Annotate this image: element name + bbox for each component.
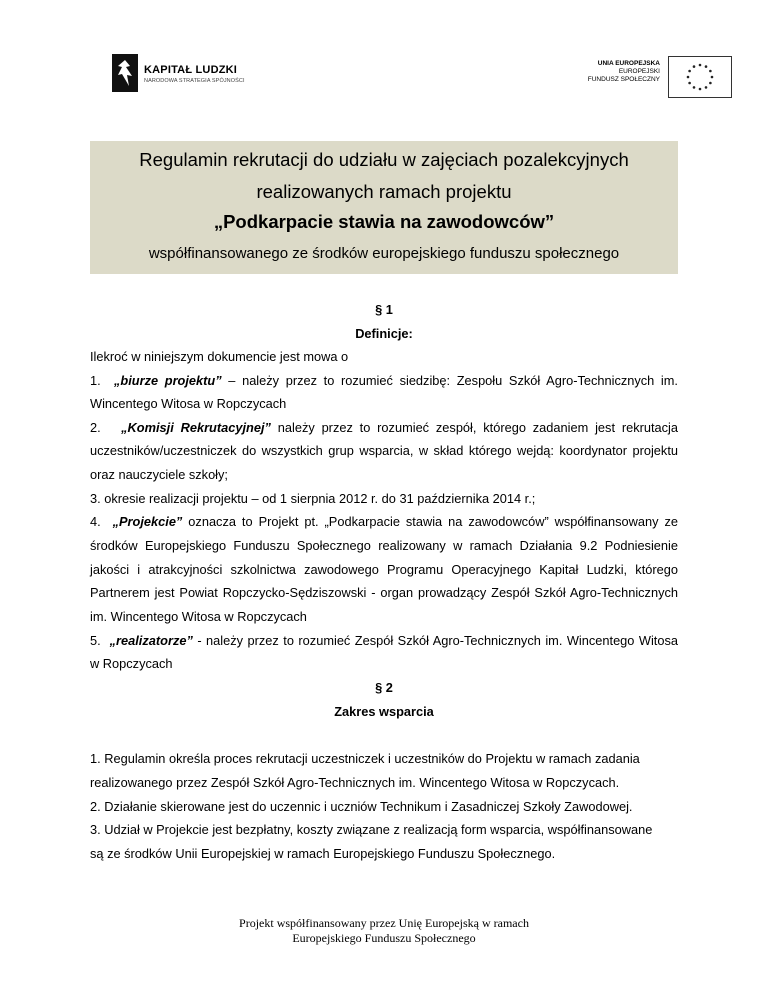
item-number: 4. [90,514,101,529]
definition-text: oznacza to Projekt pt. „Podkarpacie stawia na zawodowców” współfinansowany ze [182,514,678,529]
footer-line-1: Projekt współfinansowany przez Unię Europejską w ramach [239,916,529,930]
definition-1-cont: Wincentego Witosa w Ropczycach [90,396,287,411]
project-name: „Podkarpacie stawia na zawodowców” [213,211,555,232]
definition-3 [90,491,678,506]
eu-logo-line1: UNIA EUROPEJSKA [597,60,660,67]
eu-star-icon [687,76,690,79]
scope-item-2: 2. Działanie skierowane jest do uczennic i uczniów Technikum i Zasadniczej Szkoły Zawodowej. [90,799,633,814]
title-line-1: Regulamin rekrutacji do udziału w zajęciach pozalekcyjnych [139,149,629,170]
logo-subtitle: NARODOWA STRATEGIA SPÓJNOŚCI [144,78,245,84]
definition-2-cont1: uczestników/uczestniczek do wszystkich grup wsparcia, w skład którego wejdą: koordynator projektu [90,443,678,458]
definition-5-cont: w Ropczycach [90,656,173,671]
scope-item-3-cont: są ze środków Unii Europejskiej w ramach Europejskiego Funduszu Społecznego. [90,846,556,861]
definition-4 [90,514,678,529]
eu-logo-line3: FUNDUSZ SPOŁECZNY [587,76,660,83]
definition-text: - należy przez to rozumieć Zespół Szkół Agro-Technicznych im. Wincentego Witosa [192,633,678,648]
definition-text: – należy przez to rozumieć siedzibę: Zespołu Szkół Agro-Technicznych im. [221,373,678,388]
eu-logo-line2: EUROPEJSKI [618,68,660,75]
kapital-ludzki-logo [112,54,252,98]
eu-star-icon [693,65,696,68]
definition-4-cont1: środków Europejskiego Funduszu Społecznego realizowany w ramach Działania 9.2 Podniesienie [90,538,678,553]
title-line-2: realizowanych ramach projektu [256,181,512,202]
definition-4-cont4: im. Wincentego Witosa w Ropczycach [90,609,307,624]
definition-text: należy przez to rozumieć zespół, którego zadaniem jest rekrutacja [270,420,679,435]
item-number: 1. [90,373,101,388]
eu-star-icon [699,64,702,67]
eu-star-icon [688,70,691,73]
section2-number: § 2 [375,680,393,695]
definition-4-cont2: jakości i atrakcyjności szkolnictwa zawodowego Programu Operacyjnego Kapitał Ludzki, którego [90,562,678,577]
scope-item-3: 3. Udział w Projekcie jest bezpłatny, koszty związane z realizacją form wsparcia, współfinansowane [90,822,653,837]
eu-flag-icon [668,56,732,98]
page-footer [0,916,768,946]
definition-2-cont2: oraz nauczyciele szkoły; [90,467,228,482]
definition-5 [90,633,678,648]
section2-heading: Zakres wsparcia [334,704,434,719]
definition-2 [90,420,678,435]
title-line-4: współfinansowanego ze środków europejskiego funduszu społecznego [148,245,620,262]
kapital-ludzki-emblem-icon [112,54,138,92]
title-box [90,141,678,274]
eu-logo [580,56,740,100]
scope-item-1-cont: realizowanego przez Zespół Szkół Agro-Technicznych im. Wincentego Witosa w Ropczycach. [90,775,620,790]
scope-item-1: 1. Regulamin określa proces rekrutacji uczestniczek i uczestników do Projektu w ramach zadania [90,751,640,766]
eu-logo-text [588,60,660,84]
definition-4-cont3: Partnerem jest Powiat Ropczycko-Sędziszowski - organ prowadzący Zespół Szkół Agro-Technicznych [90,585,678,600]
definition-text: okresie realizacji projektu – od 1 sierpnia 2012 r. do 31 października 2014 r.; [100,491,536,506]
eu-star-icon [699,88,702,91]
defined-term: „biurze projektu” [114,373,222,388]
eu-star-icon [705,86,708,89]
eu-star-icon [705,65,708,68]
eu-star-icon [693,86,696,89]
eu-star-icon [711,76,714,79]
defined-term: „Komisji Rekrutacyjnej” [121,420,271,435]
eu-star-icon [709,70,712,73]
item-number: 3. [90,491,101,506]
defined-term: „Projekcie” [112,514,183,529]
item-number: 5. [90,633,101,648]
defined-term: „realizatorze” [109,633,193,648]
definition-1 [90,373,678,388]
eu-star-icon [709,82,712,85]
item-number: 2. [90,420,101,435]
section1-number: § 1 [375,302,393,317]
logo-title: KAPITAŁ LUDZKI [144,64,238,76]
section1-heading: Definicje: [355,326,413,341]
eu-star-icon [688,82,691,85]
footer-line-2: Europejskiego Funduszu Społecznego [292,931,476,945]
section1-intro: Ilekroć w niniejszym dokumencie jest mowa o [90,349,349,364]
